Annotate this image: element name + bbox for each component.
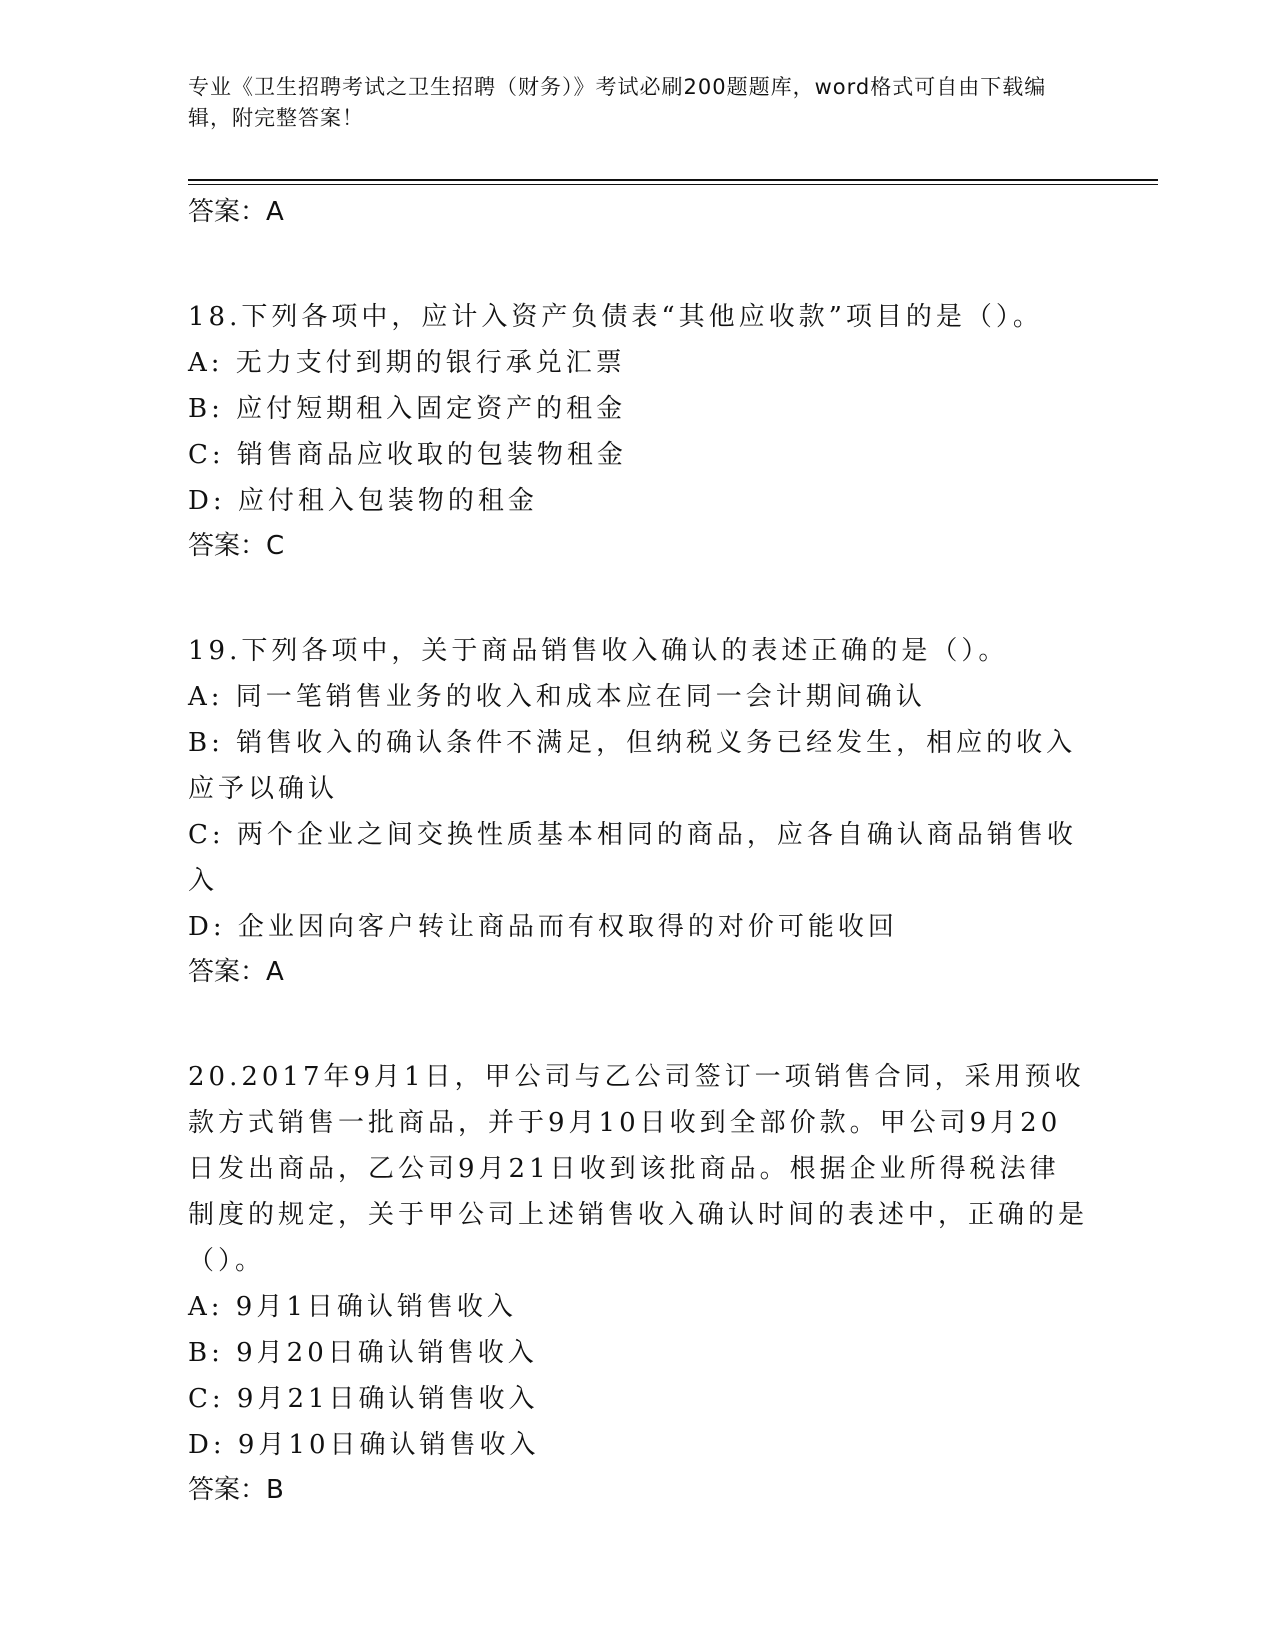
option-b: B: 应付短期租入固定资产的租金 [188,394,627,424]
option-c: C: 9月21日确认销售收入 [188,1384,539,1414]
option-c: C: 销售商品应收取的包装物租金 [188,440,627,470]
spacer [188,234,1088,294]
question-block-19 [188,628,1088,994]
question-text: 20.2017年9月1日，甲公司与乙公司签订一项销售合同，采用预收款方式销售一批商品，并于9月10日收到全部价款。甲公司9月20日发出商品，乙公司9月21日收到该批商品。根据企业所得税法律制度的规定，关于甲公司上述销售收入确认时间的表述中，正确的是（）。 [188,1062,1089,1276]
spacer [188,568,1088,628]
answer-19: 答案：A [188,957,284,987]
header-divider-thin [188,184,1158,185]
option-d: D: 9月10日确认销售收入 [188,1430,540,1460]
question-block-18 [188,294,1088,568]
option-d: D: 应付租入包装物的租金 [188,486,538,516]
question-block-20 [188,1054,1088,1512]
document-header: 专业《卫生招聘考试之卫生招聘（财务）》考试必刷200题题库，word格式可自由下载编辑，附完整答案！ [188,75,1047,130]
answer-20: 答案：B [188,1475,284,1505]
spacer [188,994,1088,1054]
option-c: C: 两个企业之间交换性质基本相同的商品，应各自确认商品销售收入 [188,820,1077,896]
question-text: 19.下列各项中，关于商品销售收入确认的表述正确的是（）。 [188,636,1009,666]
option-b: B: 9月20日确认销售收入 [188,1338,538,1368]
option-a: A: 无力支付到期的银行承兑汇票 [188,348,626,378]
answer-17: 答案：A [188,197,284,227]
option-a: A: 同一笔销售业务的收入和成本应在同一会计期间确认 [188,682,926,712]
header-divider-thick [188,179,1158,181]
option-a: A: 9月1日确认销售收入 [188,1292,517,1322]
document-body [188,190,1088,1512]
option-b: B: 销售收入的确认条件不满足，但纳税义务已经发生，相应的收入应予以确认 [188,728,1077,804]
option-d: D: 企业因向客户转让商品而有权取得的对价可能收回 [188,912,898,942]
answer-18: 答案：C [188,531,285,561]
question-text: 18.下列各项中，应计入资产负债表“其他应收款”项目的是（）。 [188,302,1043,332]
